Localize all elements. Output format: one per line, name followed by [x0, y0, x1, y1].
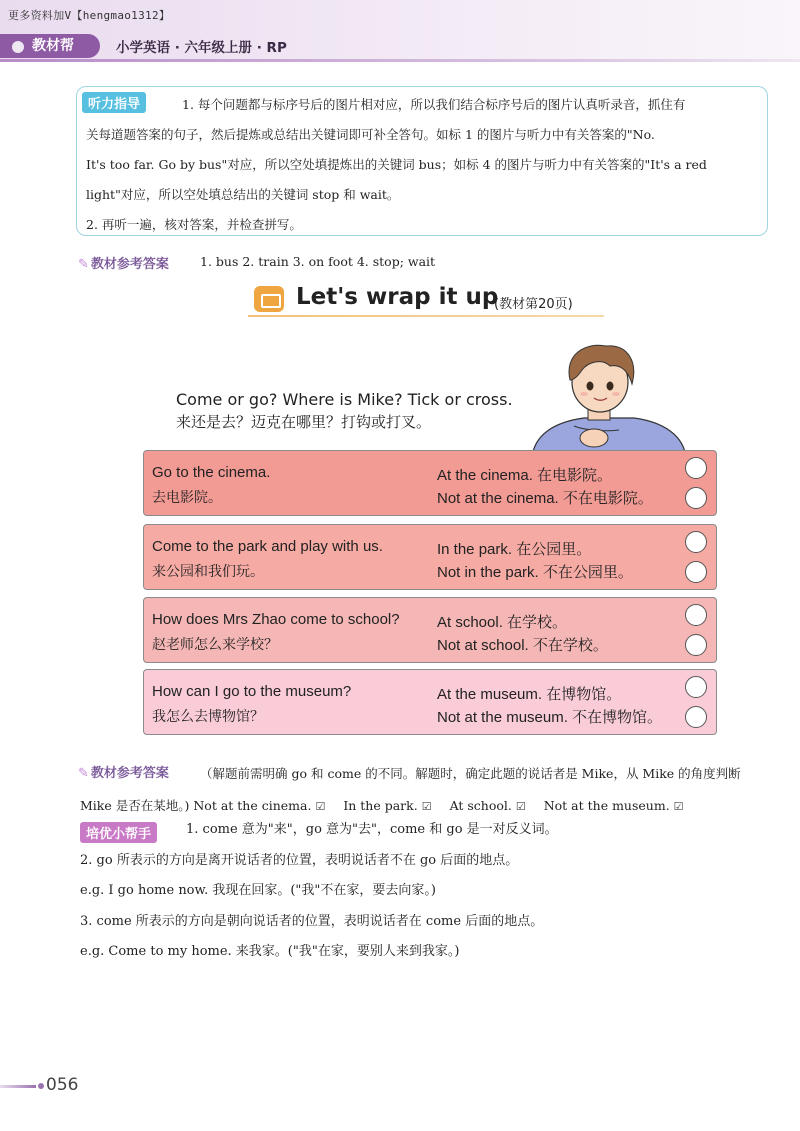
- footer-line: [0, 1085, 36, 1088]
- row-option-2: Not at school. 不在学校。: [437, 637, 608, 654]
- section-underline: [248, 315, 604, 317]
- exercise-row: [143, 450, 717, 516]
- listening-guide-text: [86, 90, 762, 240]
- answer-tag-label: 教材参考答案: [90, 257, 169, 272]
- answer-circle-1[interactable]: [685, 531, 707, 553]
- answer-circle-2[interactable]: [685, 561, 707, 583]
- answer-item: Not at the cinema.: [193, 798, 312, 813]
- pencil-icon: ✎: [78, 257, 89, 272]
- helper-line: e.g. Come to my home. 来我家。("我"在家，要别人来到我家。): [80, 944, 460, 959]
- watermark: 更多资料加V【hengmao1312】: [8, 9, 171, 22]
- helper-line: 3. come 所表示的方向是朝向说话者的位置，表明说话者在 come 后面的地点。: [80, 913, 544, 929]
- answer-item: Not at the museum.: [543, 798, 670, 813]
- boy-illustration: [524, 340, 694, 460]
- row-question-english: Go to the cinema.: [152, 464, 271, 481]
- explanation-line: Mike 是否在某地。): [80, 798, 190, 813]
- brand-tab: 教材帮: [0, 34, 100, 58]
- page-number: 056: [46, 1075, 79, 1095]
- section-title: Let's wrap it up: [296, 284, 499, 310]
- row-question-chinese: 赵老师怎么来学校？: [152, 636, 278, 652]
- answer-circle-2[interactable]: [685, 634, 707, 656]
- explanation-line: （解题前需明确 go 和 come 的不同。解题时，确定此题的说话者是 Mike，从 Mike 的角度判断: [200, 766, 741, 781]
- section-subtitle: (教材第20页): [494, 297, 573, 312]
- row-option-2: Not at the museum. 不在博物馆。: [437, 709, 663, 726]
- answer-tag: [78, 253, 169, 272]
- book-title: 小学英语 · 六年级上册 · RP: [116, 40, 287, 56]
- exercise-row: [143, 669, 717, 735]
- answer-item: At school.: [449, 798, 512, 813]
- header-divider: [0, 59, 800, 62]
- exercise-row: [143, 524, 717, 590]
- helper-line: e.g. I go home now. 我现在回家。("我"不在家，要去向家。): [80, 883, 436, 898]
- brand-logo-icon: [12, 41, 24, 53]
- helper-tag: 培优小帮手: [80, 822, 157, 843]
- answer-explanation: [80, 758, 772, 823]
- guide-line: 1. 每个问题都与标序号后的图片相对应，所以我们结合标序号后的图片认真听录音，抓住有: [182, 97, 686, 112]
- answer-circle-1[interactable]: [685, 604, 707, 626]
- answer-text: 1. bus 2. train 3. on foot 4. stop; wait: [200, 254, 436, 269]
- section-book-icon: [254, 286, 284, 312]
- helper-line: 1. come 意为"来"，go 意为"去"，come 和 go 是一对反义词。: [186, 822, 558, 837]
- instruction-english: Come or go? Where is Mike? Tick or cross.: [176, 390, 513, 409]
- instruction-chinese: 来还是去？迈克在哪里？打钩或打叉。: [176, 413, 432, 431]
- check-mark-icon: ☑: [673, 800, 684, 813]
- check-mark-icon: ☑: [515, 800, 526, 813]
- row-option-1: At the cinema. 在电影院。: [437, 467, 613, 484]
- guide-line: 2. 再听一遍，核对答案，并检查拼写。: [86, 217, 302, 232]
- row-option-1: At the museum. 在博物馆。: [437, 686, 622, 703]
- answer-item: In the park.: [343, 798, 418, 813]
- row-option-1: At school. 在学校。: [437, 614, 568, 631]
- guide-line: 关每道题答案的句子，然后提炼或总结出关键词即可补全答句。如标 1 的图片与听力中有关答案的"No.: [86, 127, 655, 142]
- answer-circle-1[interactable]: [685, 676, 707, 698]
- helper-line: 2. go 所表示的方向是离开说话者的位置，表明说话者不在 go 后面的地点。: [80, 852, 519, 868]
- answer-circle-2[interactable]: [685, 706, 707, 728]
- answer-circle-1[interactable]: [685, 457, 707, 479]
- row-option-2: Not at the cinema. 不在电影院。: [437, 490, 653, 507]
- guide-line: It's too far. Go by bus"对应，所以空处填提炼出的关键词 bus；如标 4 的图片与听力中有关答案的"It's a red: [86, 157, 707, 172]
- exercise-row: [143, 597, 717, 663]
- answer-tag-label: 教材参考答案: [90, 766, 169, 781]
- row-question-chinese: 去电影院。: [152, 489, 222, 505]
- row-question-chinese: 来公园和我们玩。: [152, 563, 264, 579]
- answer-tag: [78, 762, 169, 781]
- row-question-english: Come to the park and play with us.: [152, 538, 383, 555]
- pencil-icon: ✎: [78, 766, 89, 781]
- row-option-1: In the park. 在公园里。: [437, 541, 592, 558]
- listening-guide-tag: 听力指导: [82, 92, 146, 113]
- row-question-chinese: 我怎么去博物馆？: [152, 708, 264, 724]
- row-question-english: How can I go to the museum?: [152, 683, 352, 700]
- footer-dot: [38, 1083, 44, 1089]
- helper-text: [80, 815, 772, 968]
- check-mark-icon: ☑: [315, 800, 326, 813]
- row-option-2: Not in the park. 不在公园里。: [437, 564, 633, 581]
- guide-line: light"对应，所以空处填总结出的关键词 stop 和 wait。: [86, 187, 400, 202]
- row-question-english: How does Mrs Zhao come to school?: [152, 611, 400, 628]
- answer-circle-2[interactable]: [685, 487, 707, 509]
- check-mark-icon: ☑: [421, 800, 432, 813]
